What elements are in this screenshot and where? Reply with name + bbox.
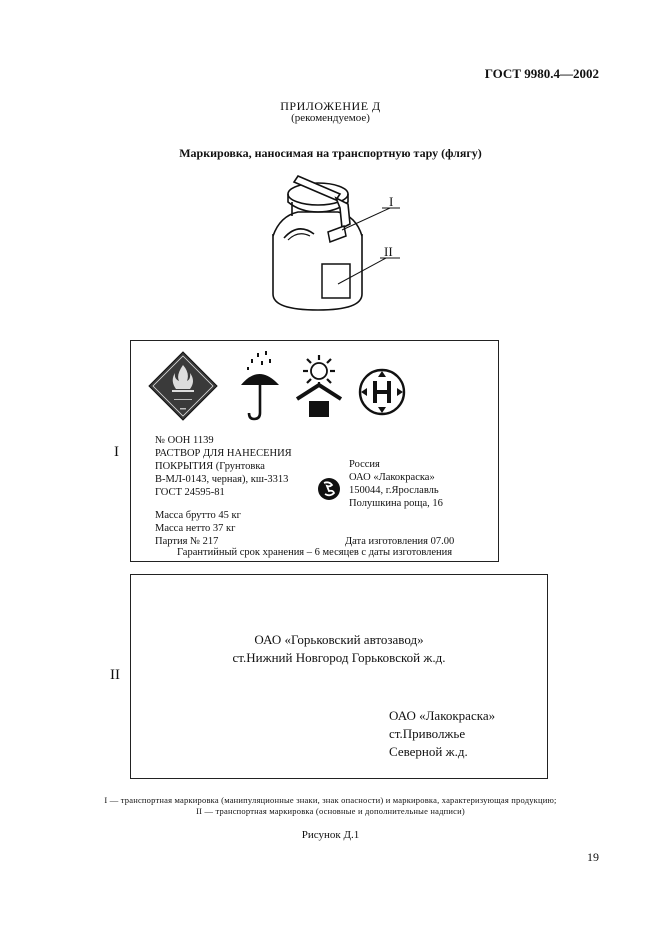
consignee-block [131, 631, 547, 667]
gross-mass: Масса брутто 45 кг [155, 510, 241, 521]
maker-logo-icon [317, 477, 341, 501]
figure-title: Маркировка, наносимая на транспортную тару (флягу) [179, 146, 482, 160]
product-info [155, 434, 292, 499]
label-1-box [130, 340, 499, 562]
callout-1: I [389, 194, 394, 209]
batch-number: Партия № 217 [155, 536, 219, 547]
mass-info [155, 509, 241, 535]
maker-city: 150044, г.Ярославль [349, 485, 439, 496]
label-2-box [130, 574, 548, 779]
standard-number: ГОСТ 9980.4—2002 [484, 66, 599, 81]
sender-block [389, 707, 495, 761]
flask-label-1 [328, 226, 346, 242]
consignee-station: ст.Нижний Новгород Горьковской ж.д. [232, 650, 446, 665]
page-number: 19 [587, 850, 599, 864]
label-2-roman: II [110, 667, 120, 683]
maker-country: Россия [349, 459, 380, 470]
sender-station: ст.Приволжье [389, 726, 466, 741]
consignee-name: ОАО «Горьковский автозавод» [254, 632, 424, 647]
appendix-note: (рекомендуемое) [291, 112, 370, 124]
no-hooks-icon [357, 367, 407, 417]
sender-name: ОАО «Лакокраска» [389, 708, 496, 723]
flask-label-2 [322, 264, 350, 298]
callout-2: II [384, 244, 393, 259]
manufacture-date: Дата изготовления 07.00 [345, 536, 455, 547]
maker-name: ОАО «Лакокраска» [349, 472, 435, 483]
maker-street: Полушкина роща, 16 [349, 498, 443, 509]
product-name-line-1: РАСТВОР ДЛЯ НАНЕСЕНИЯ [155, 448, 292, 459]
warranty-period: Гарантийный срок хранения – 6 месяцев с даты изготовления [177, 547, 453, 558]
appendix-title: ПРИЛОЖЕНИЕ Д [280, 99, 381, 113]
product-name-line-3: В-МЛ-0143, черная), кш-3313 [155, 474, 289, 485]
maker-info [349, 458, 443, 510]
un-number: № ООН 1139 [155, 435, 214, 446]
protect-from-heat-icon [295, 355, 343, 419]
sender-railway: Северной ж.д. [389, 744, 468, 759]
footnote-line-2: II — транспортная маркировка (основные и дополнительные надписи) [196, 806, 465, 816]
footnote-line-1: I — транспортная маркировка (манипуляционные знаки, знак опасности) и маркировка, характеризующая продукцию; [104, 795, 557, 805]
flammable-liquid-hazard-icon [148, 351, 218, 421]
figure-caption: Рисунок Д.1 [301, 829, 360, 841]
net-mass: Масса нетто 37 кг [155, 523, 236, 534]
label-1-roman: I [114, 444, 119, 460]
product-name-line-2: ПОКРЫТИЯ (Грунтовка [155, 461, 265, 472]
product-standard: ГОСТ 24595-81 [155, 487, 225, 498]
keep-dry-umbrella-icon [239, 351, 281, 423]
